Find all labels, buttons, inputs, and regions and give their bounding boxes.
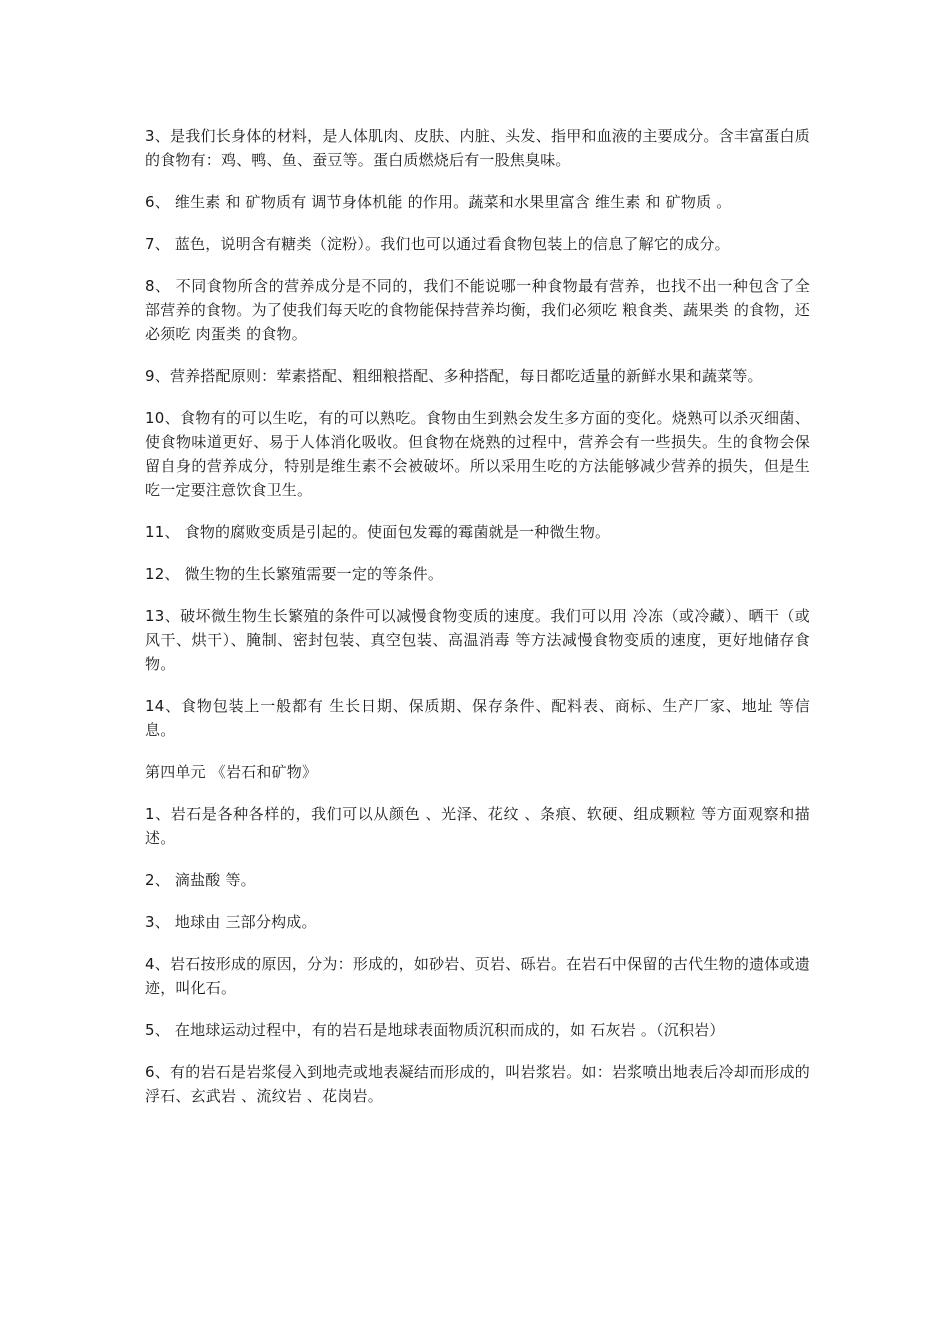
paragraph-unit4-item-3: 3、 地球由 三部分构成。 (145, 913, 317, 931)
paragraph-unit4-item-5: 5、 在地球运动过程中，有的岩石是地球表面物质沉积而成的，如 石灰岩 。（沉积岩） (145, 1021, 725, 1039)
document-body (145, 124, 810, 1126)
paragraph-item-7: 7、 蓝色，说明含有糖类（淀粉）。我们也可以通过看食物包装上的信息了解它的成分。 (145, 235, 730, 253)
paragraph-item-9: 9、营养搭配原则：荤素搭配、粗细粮搭配、多种搭配，每日都吃适量的新鲜水果和蔬菜等。 (145, 367, 763, 385)
paragraph-unit4-item-2: 2、 滴盐酸 等。 (145, 871, 256, 889)
paragraph-item-12: 12、 微生物的生长繁殖需要一定的等条件。 (145, 565, 444, 583)
section-heading-unit4: 第四单元 《岩石和矿物》 (145, 763, 318, 781)
paragraph-item-6: 6、 维生素 和 矿物质有 调节身体机能 的作用。蔬菜和水果里富含 维生素 和 矿物质 。 (145, 193, 732, 211)
paragraph-unit4-item-1: 1、岩石是各种各样的，我们可以从颜色 、光泽、花纹 、条痕、软硬、组成颗粒 等方面观察和描述。 (145, 805, 810, 847)
paragraph-item-14: 14、食物包装上一般都有 生长日期、保质期、保存条件、配料表、商标、生产厂家、地址 等信息。 (145, 697, 810, 739)
paragraph-item-10: 10、食物有的可以生吃，有的可以熟吃。食物由生到熟会发生多方面的变化。烧熟可以杀灭细菌、使食物味道更好、易于人体消化吸收。但食物在烧熟的过程中，营养会有一些损失。生的食物会保留自身的营养成分，特别是维生素不会被破坏。所以采用生吃的方法能够减少营养的损失，但是生吃一定要注意饮食卫生。 (145, 409, 810, 499)
paragraph-item-8: 8、 不同食物所含的营养成分是不同的，我们不能说哪一种食物最有营养，也找不出一种包含了全部营养的食物。为了使我们每天吃的食物能保持营养均衡，我们必须吃 粮食类、蔬果类 的食物，还必须吃 肉蛋类 的食物。 (145, 277, 810, 343)
paragraph-item-11: 11、 食物的腐败变质是引起的。使面包发霉的霉菌就是一种微生物。 (145, 523, 611, 541)
paragraph-item-3: 3、是我们长身体的材料，是人体肌肉、皮肤、内脏、头发、指甲和血液的主要成分。含丰富蛋白质的食物有：鸡、鸭、鱼、蚕豆等。蛋白质燃烧后有一股焦臭味。 (145, 127, 810, 169)
paragraph-unit4-item-6: 6、有的岩石是岩浆侵入到地壳或地表凝结而形成的，叫岩浆岩。如：岩浆喷出地表后冷却而形成的浮石、玄武岩 、流纹岩 、花岗岩。 (145, 1063, 810, 1105)
paragraph-item-13: 13、破坏微生物生长繁殖的条件可以减慢食物变质的速度。我们可以用 冷冻（或冷藏）、晒干（或风干、烘干）、腌制、密封包装、真空包装、高温消毒 等方法减慢食物变质的速度，更好地储存食物。 (145, 607, 810, 673)
paragraph-unit4-item-4: 4、岩石按形成的原因，分为：形成的，如砂岩、页岩、砾岩。在岩石中保留的古代生物的遗体或遗迹，叫化石。 (145, 955, 810, 997)
